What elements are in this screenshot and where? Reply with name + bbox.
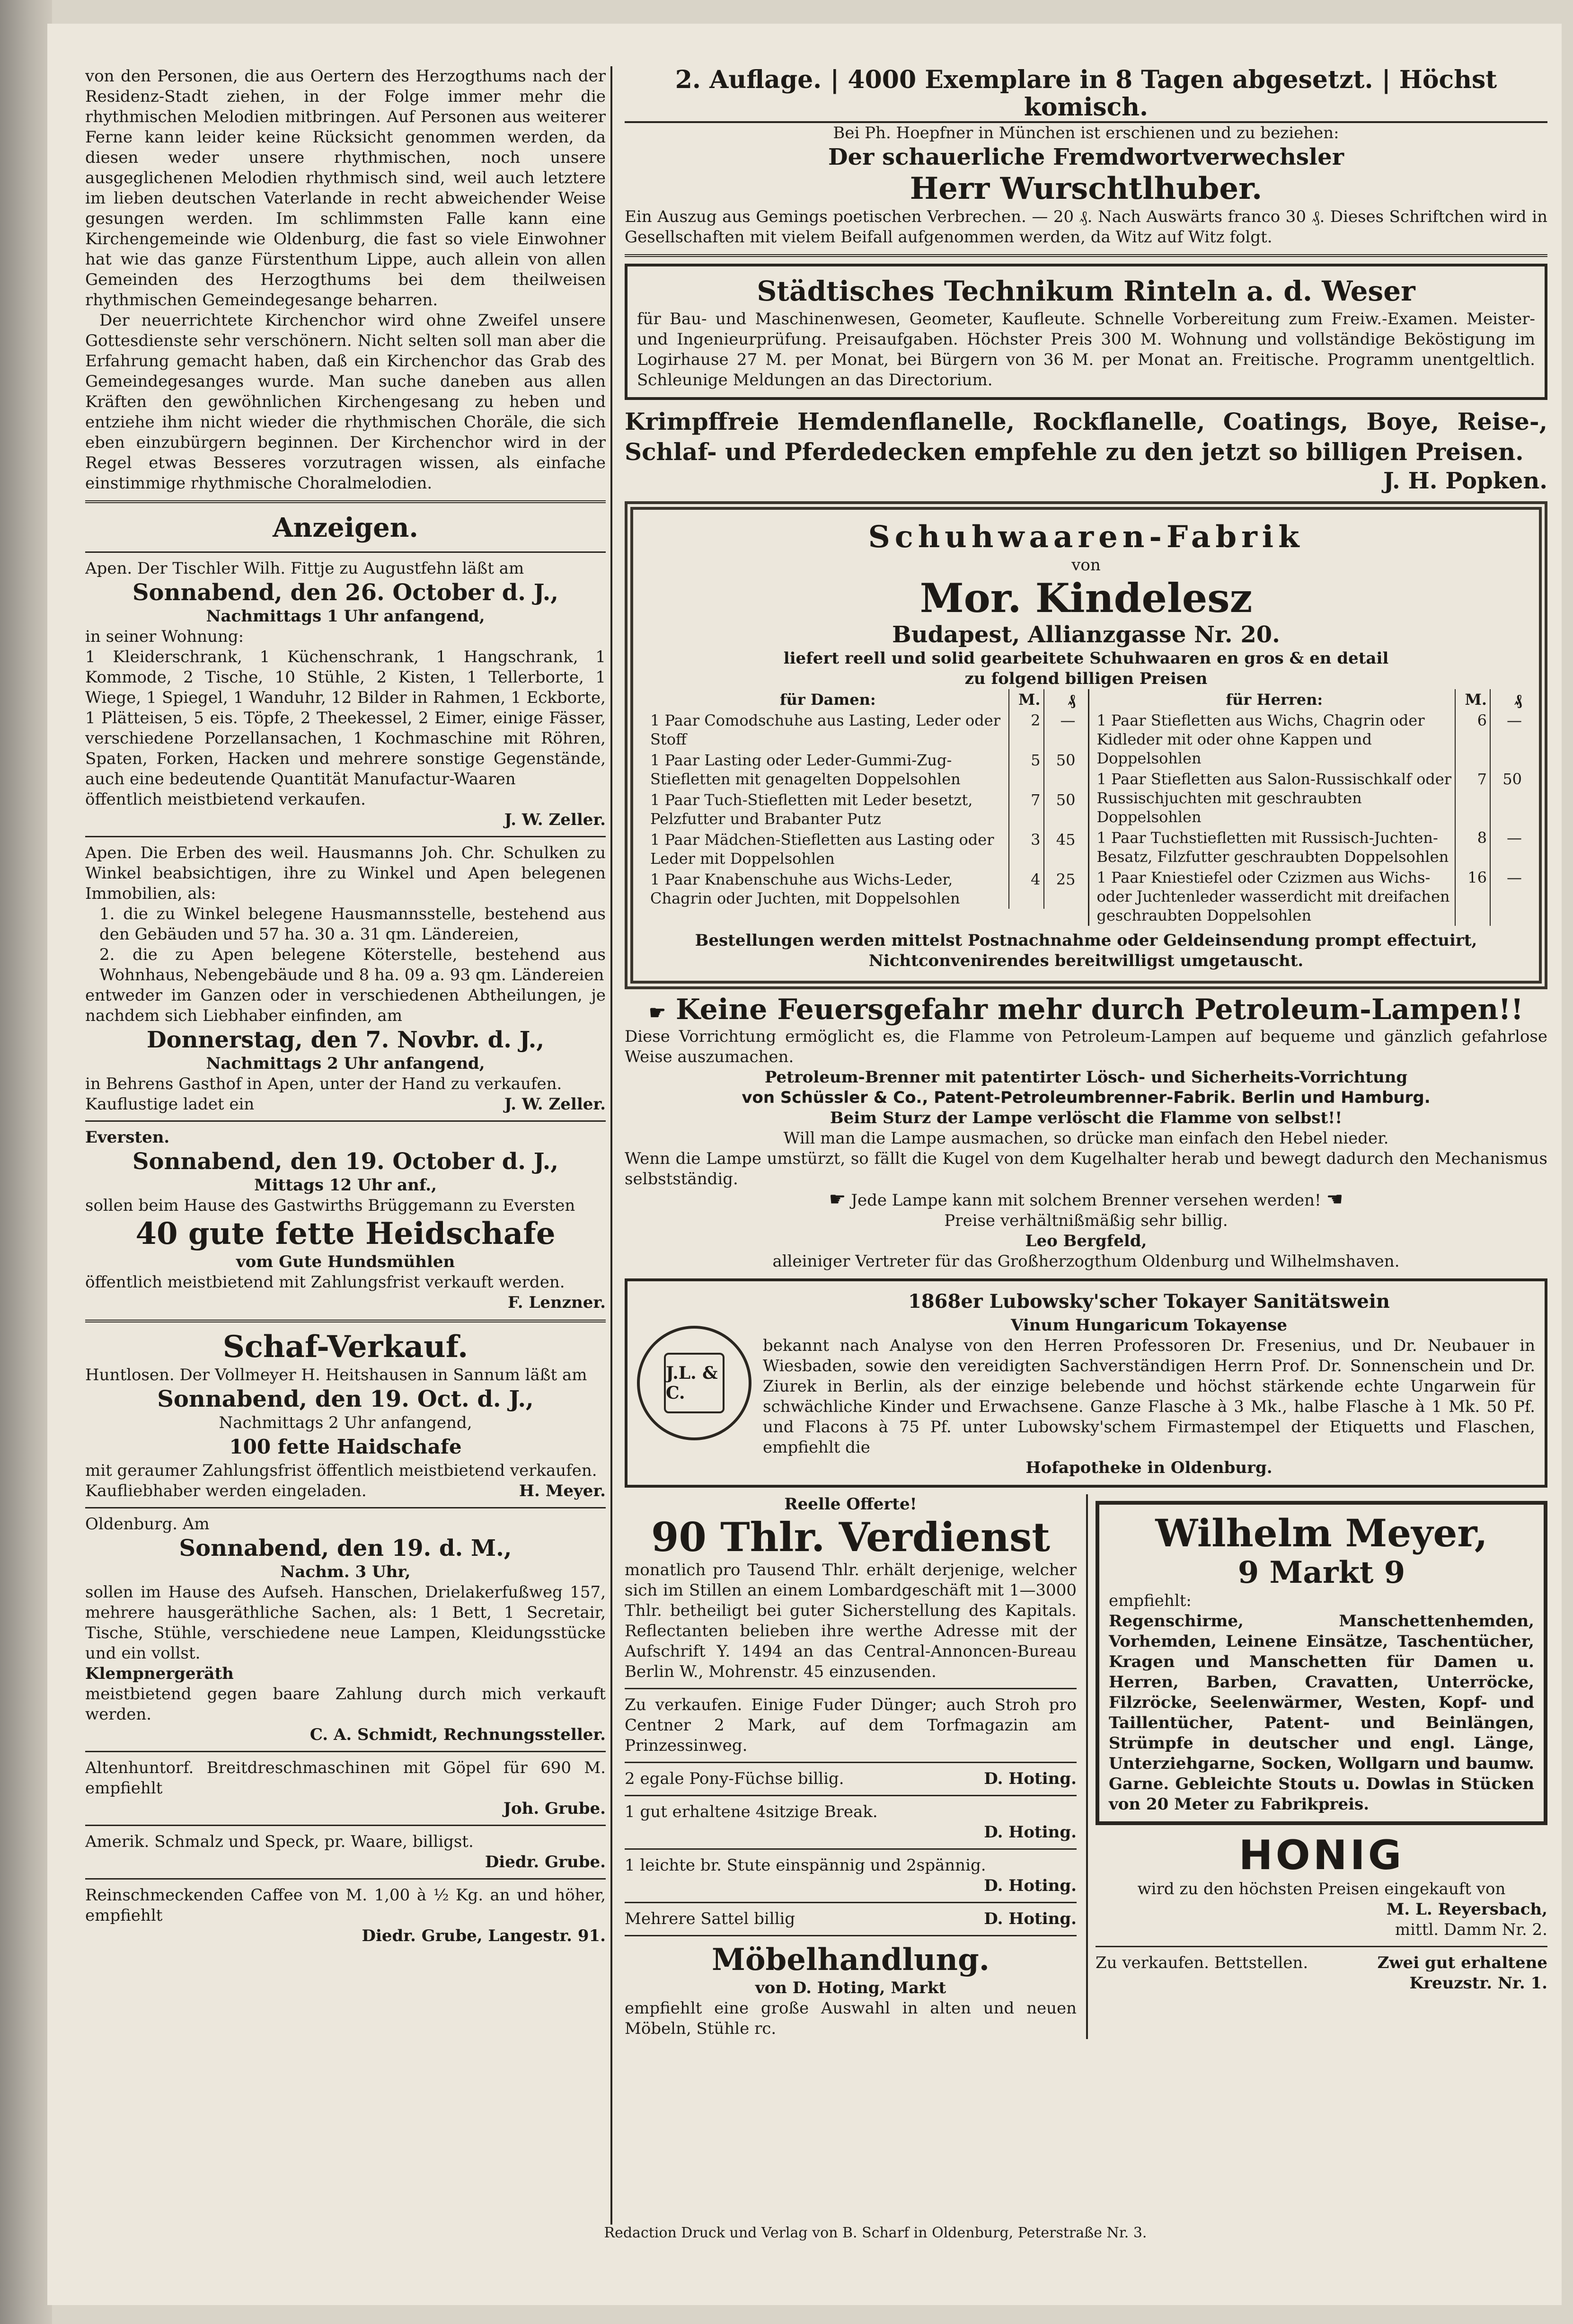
divider (625, 254, 1547, 257)
ad-item: 2. die zu Apen belegene Köterstelle, bestehend aus Wohnhaus, Nebengebäude und 8 ha. 09 a. 93 qm. Ländereien (99, 945, 606, 985)
ad-fittje (85, 559, 606, 830)
divider (85, 500, 606, 503)
ad-signature: C. A. Schmidt, Rechnungssteller. (309, 1725, 606, 1744)
ad-end: meistbietend gegen baare Zahlung durch mich verkauft werden. (85, 1685, 606, 1724)
ad-lead: Eversten. (85, 1128, 170, 1147)
price-cell-m: 5 (1009, 750, 1044, 789)
ad-signature: F. Lenzner. (508, 1293, 606, 1312)
price-cell-m: 7 (1009, 789, 1044, 829)
ad-lead: Apen. Die Erben des weil. Hausmanns Joh. Chr. Schulken zu Winkel beabsichtigen, ihre zu Winkel und Apen belegenen Immobilien, als: (85, 843, 606, 903)
wine-seal-icon (637, 1326, 751, 1440)
ad-body: entweder im Ganzen oder in verschiedenen Abtheilungen, je nachdem sich Liebhaber einfinden, am (85, 986, 606, 1025)
petroleum-claim: Beim Sturz der Lampe verlöscht die Flamme von selbst!! (830, 1109, 1343, 1127)
price-cell-s: 50 (1044, 750, 1078, 789)
ad-technikum (625, 264, 1547, 400)
ad-sattel: Mehrere Sattel billig (625, 1909, 795, 1928)
ad-body: 1 Kleiderschrank, 1 Küchenschrank, 1 Hangschrank, 1 Kommode, 2 Tische, 10 Stühle, 2 Kisten, 1 Tellerborte, 1 Wiege, 1 Spiegel, 1 Wanduhr, 12 Bilder in Rahmen, 1 Eckborte, 1 Plätteisen, 5 eis. Töpfe, 2 Theekessel, 2 Eimer, einige Fässer, verschiedene Porzellansachen, 1 Kochmaschine mit Röhren, Spaten, Forken, Hacken und mehrere sonstige Gegenstände, auch eine bedeutende Quantität Manufactur-Waaren (85, 648, 606, 789)
price-cell-item: 1 Paar Stiefletten aus Wichs, Chagrin oder Kidleder mit oder ohne Kappen und Doppelsohlen (1096, 711, 1425, 767)
right-column (615, 66, 1557, 2225)
ad-signature: Diedr. Grube, Langestr. 91. (362, 1926, 606, 1945)
divider (1096, 1946, 1547, 1947)
petroleum-body-2: Will man die Lampe ausmachen, so drücke man einfach den Hebel nieder. (783, 1129, 1389, 1148)
left-column (85, 66, 606, 2220)
ad-lead: Huntlosen. Der Vollmeyer H. Heitshausen in Sannum läßt am (85, 1366, 587, 1384)
price-cell-item: 1 Paar Tuchstiefletten mit Russisch-Juchten-Besatz, Filzfutter geschraubten Doppelsohlen (1096, 829, 1449, 866)
ad-sub: vom Gute Hundsmühlen (236, 1252, 455, 1271)
offer-body: monatlich pro Tausend Thlr. erhält derjenige, welcher sich im Stillen an einem Lombardgeschäft mit 1—3000 Thlr. betheiligt bei guter Sicherstellung des Kapitals. Reflectanten belieben ihre werthe Adresse mit der Aufschrift Y. 1494 an das Central-Annoncen-Bureau Berlin W., Mohrenstr. 45 einzusenden. (625, 1561, 1077, 1681)
shoe-price-tables (647, 689, 1525, 926)
pointing-hand-icon: ☛ (649, 1002, 666, 1024)
ad-caffee: Reinschmeckenden Caffee von M. 1,00 à ½ Kg. an und höher, empfiehlt (85, 1886, 606, 1925)
ad-shoe-factory (625, 501, 1547, 989)
table-header: für Damen: (779, 691, 876, 709)
ad-signature: J. W. Zeller. (504, 1095, 606, 1114)
shoe-line1: liefert reell und solid gearbeitete Schuhwaaren en gros & en detail (783, 649, 1389, 668)
shoe-line2: zu folgend billigen Preisen (964, 669, 1208, 688)
offer-big: 90 Thlr. Verdienst (651, 1514, 1051, 1561)
col-s: ₰ (1044, 689, 1078, 710)
price-cell-s: 25 (1044, 869, 1078, 909)
ad-lead: Apen. Der Tischler Wilh. Fittje zu Augustfehn läßt am (85, 559, 524, 578)
price-cell-item: 1 Paar Mädchen-Stiefletten aus Lasting oder Leder mit Doppelsohlen (650, 831, 994, 868)
ad-signature: D. Hoting. (984, 1823, 1077, 1842)
shoe-von: von (1071, 556, 1101, 575)
honig-signature: M. L. Reyersbach, (1386, 1900, 1547, 1919)
ad-time: Nachmittags 2 Uhr anfangend, (206, 1054, 485, 1073)
price-row (647, 710, 1078, 750)
ad-date: Donnerstag, den 7. Novbr. d. J., (146, 1027, 545, 1053)
meyer-body: Regenschirme, Manschettenhemden, Vorhemden, Leinene Einsätze, Taschentücher, Kragen und Manschetten für Damen u. Herren, Barben, Cravatten, Unterröcke, Filzröcke, Seelenwärmer, Westen, Kopf- und Taillentücher, Patent- und Beinlängen, Strümpfe in deutscher und engl. Länge, Unterziehgarne, Socken, Wollgarn und baumw. Garne. Gebleichte Stouts u. Dowlas in Stücken von 20 Meter zu Fabrikpreis. (1109, 1612, 1534, 1814)
section-heading: Anzeigen. (273, 512, 418, 543)
tokay-title: 1868er Lubowsky'scher Tokayer Sanitätswein (908, 1290, 1390, 1313)
ad-stute: 1 leichte br. Stute einspännig und 2spännig. (625, 1856, 986, 1875)
col-s: ₰ (1490, 689, 1525, 710)
divider (85, 551, 606, 553)
article-text-2: Der neuerrichtete Kirchenchor wird ohne Zweifel unsere Gottesdienste sehr verschönern. Nicht selten soll man aber die Erfahrung gemacht haben, daß ein Kirchenchor das Grab des Gemeindegesanges wurde. Man suche daneben aus allen Kräften den gewöhnlichen Kirchengesang zu heben und entziehe ihm nicht wieder die rhythmischen Choräle, die sich eben einzubürgern beginnen. Der Kirchenchor wird in der Regel etwas Besseres vorzutragen wissen, als einfache einstimmige rhythmische Choralmelodien. (85, 311, 606, 493)
price-cell-item: 1 Paar Comodschuhe aus Lasting, Leder oder Stoff (650, 711, 1000, 748)
divider (625, 1688, 1077, 1689)
shoe-footer: Bestellungen werden mittelst Postnachnahme oder Geldeinsendung prompt effectuirt, Nichtconvenirendes bereitwilligst umgetauscht. (695, 931, 1477, 970)
meyer-lead: empfiehlt: (1109, 1591, 1192, 1610)
ad-pony: 2 egale Pony-Füchse billig. (625, 1769, 844, 1788)
imprint-footer: Redaction Druck und Verlag von B. Scharf in Oldenburg, Peterstraße Nr. 3. (604, 2225, 1147, 2241)
price-cell-item: 1 Paar Lasting oder Leder-Gummi-Zug-Stiefletten mit genagelten Doppelsohlen (650, 751, 961, 788)
shoe-table-herren (1094, 689, 1525, 926)
price-row (1094, 710, 1525, 769)
honig-title: HONIG (1238, 1832, 1405, 1879)
divider (85, 1878, 606, 1880)
ad-signature: Joh. Grube. (503, 1799, 606, 1818)
ad-place: in Behrens Gasthof in Apen, unter der Hand zu verkaufen. (85, 1074, 562, 1093)
price-row (1094, 827, 1525, 867)
petroleum-title: Keine Feuersgefahr mehr durch Petroleum-Lampen!! (675, 993, 1523, 1026)
popken-text: Krimpffreie Hemdenflanelle, Rockflanelle, Coatings, Boye, Reise-, Schlaf- und Pferdedecken empfehle zu den jetzt so billigen Preisen. (625, 408, 1547, 466)
tokay-sub: Vinum Hungaricum Tokayense (1011, 1316, 1287, 1335)
pointing-hand-icon: ☛ (829, 1189, 846, 1210)
price-cell-item: 1 Paar Stiefletten aus Salon-Russischkalf oder Russischjuchten mit geschraubten Doppelsohlen (1096, 770, 1452, 826)
price-cell-m: 8 (1455, 827, 1490, 867)
ad-end: öffentlich meistbietend verkaufen. (85, 790, 366, 809)
ad-date: Sonnabend, den 19. Oct. d. J., (157, 1386, 534, 1412)
price-row (647, 869, 1078, 909)
price-cell-s: — (1490, 827, 1525, 867)
ad-bett-left: Zu verkaufen. Bettstellen. (1096, 1953, 1308, 1972)
ad-date: Sonnabend, den 19. d. M., (179, 1535, 512, 1561)
tech-body: für Bau- und Maschinenwesen, Geometer, Kaufleute. Schnelle Vorbereitung zum Freiw.-Examen. Meister- und Ingenieurprüfung. Preisaufgaben. Höchster Preis 300 M. Wohnung und vollständige Beköstigung im Logirhause 27 M. per Monat, bei Bürgern von 36 M. per Monat an. Freitische. Programm unentgeltlich. Schleunige Meldungen an das Directorium. (637, 310, 1535, 390)
price-cell-s: — (1490, 867, 1525, 926)
ad-body: mit geraumer Zahlungsfrist öffentlich meistbietend verkaufen. (85, 1461, 597, 1480)
page-binding (0, 0, 52, 2324)
price-cell-item: 1 Paar Tuch-Stiefletten mit Leder besetzt, Pelzfutter und Brabanter Putz (650, 791, 973, 828)
divider (85, 1507, 606, 1508)
ad-end: öffentlich meistbietend mit Zahlungsfrist verkauft werden. (85, 1273, 565, 1292)
ad-petroleum (625, 993, 1547, 1272)
price-row (647, 750, 1078, 789)
moebel-body: empfiehlt eine große Auswahl in alten und neuen Möbeln, Stühle rc. (625, 1999, 1077, 2038)
petroleum-head: Petroleum-Brenner mit patentirter Lösch- und Sicherheits-Vorrichtung (764, 1068, 1408, 1087)
seal-center: J.L. & C. (664, 1353, 725, 1413)
ad-schafverkauf (85, 1329, 606, 1501)
petroleum-agent: Leo Bergfeld, (1025, 1232, 1147, 1251)
price-row (1094, 867, 1525, 926)
divider (625, 1902, 1077, 1903)
col-m: M. (1009, 689, 1044, 710)
divider (625, 1762, 1077, 1763)
ad-time: Nachmittags 1 Uhr anfangend, (206, 607, 485, 626)
ad-invite: Kaufliebhaber werden eingeladen. (85, 1481, 367, 1500)
ad-breitdresch: Altenhuntorf. Breitdreschmaschinen mit Göpel für 690 M. empfiehlt (85, 1758, 606, 1798)
petroleum-price: Preise verhältnißmäßig sehr billig. (944, 1211, 1228, 1230)
shoe-city: Budapest, Allianzgasse Nr. 20. (892, 621, 1280, 648)
divider (625, 1935, 1077, 1936)
banner-auflage: 2. Auflage. | 4000 Exemplare in 8 Tagen abgesetzt. | Höchst komisch. (625, 66, 1547, 123)
ad-body: sollen im Hause des Aufseh. Hanschen, Drielakerfußweg 157, mehrere hausgeräthliche Sachen, als: 1 Bett, 1 Secretair, Tische, Stühle, verschiedene neue Lampen, Kleidungsstücke und ein vollst. (85, 1583, 606, 1663)
ad-eversten (85, 1127, 606, 1313)
ad-headline: 100 fette Haidschafe (229, 1435, 462, 1458)
price-cell-m: 6 (1455, 710, 1490, 769)
pub-title: Der schauerliche Fremdwortverwechsler (828, 144, 1344, 170)
col-m: M. (1455, 689, 1490, 710)
column-rule (610, 66, 612, 2225)
bottom-columns (625, 1494, 1547, 2039)
price-cell-m: 3 (1009, 829, 1044, 869)
price-cell-item: 1 Paar Kniestiefel oder Czizmen aus Wichs- oder Juchtenleder wasserdicht mit dreifachen geschraubten Doppelsohlen (1096, 869, 1450, 924)
offer-head: Reelle Offerte! (784, 1495, 917, 1514)
ad-schmalz: Amerik. Schmalz und Speck, pr. Waare, billigst. (85, 1832, 474, 1851)
shoe-title: Schuhwaaren-Fabrik (868, 519, 1304, 555)
divider (85, 1751, 606, 1752)
divider (85, 1120, 606, 1122)
price-cell-s: 50 (1490, 769, 1525, 827)
ad-schulken (85, 843, 606, 1115)
ad-hanschen (85, 1514, 606, 1745)
ad-break: 1 gut erhaltene 4sitzige Break. (625, 1802, 878, 1821)
ad-lead: Oldenburg. Am (85, 1515, 210, 1534)
pub-title-2: Herr Wurschtlhuber. (910, 171, 1263, 206)
pub-line: Bei Ph. Hoepfner in München ist erschienen und zu beziehen: (833, 124, 1339, 142)
price-cell-m: 2 (1009, 710, 1044, 750)
honig-body: wird zu den höchsten Preisen eingekauft von (1137, 1880, 1506, 1898)
popken-signature: J. H. Popken. (1383, 468, 1547, 494)
ad-item: 1. die zu Winkel belegene Hausmannsstelle, bestehend aus den Gebäuden und 57 ha. 30 a. 31 qm. Ländereien, (99, 905, 606, 944)
divider (625, 1795, 1077, 1796)
divider (85, 1825, 606, 1826)
ad-bett-right: Zwei gut erhaltene Kreuzstr. Nr. 1. (1377, 1953, 1547, 1993)
ad-place: in seiner Wohnung: (85, 627, 244, 646)
ad-tokay (625, 1278, 1547, 1488)
ad-signature: D. Hoting. (984, 1769, 1077, 1788)
price-row (1094, 769, 1525, 827)
petroleum-maker: von Schüssler & Co., Patent-Petroleumbrenner-Fabrik. Berlin und Hamburg. (742, 1088, 1431, 1107)
ad-popken (625, 407, 1547, 495)
ad-honig (1096, 1832, 1547, 1940)
ad-body: sollen beim Hause des Gastwirths Brüggemann zu Eversten (85, 1196, 575, 1215)
petroleum-body-3: Wenn die Lampe umstürzt, so fällt die Kugel von dem Kugelhalter herab und bewegt dadurch den Mechanismus selbstständig. (625, 1149, 1547, 1189)
shoe-table-damen (647, 689, 1078, 909)
ad-signature: D. Hoting. (984, 1909, 1077, 1928)
tokay-shop: Hofapotheke in Oldenburg. (1025, 1458, 1273, 1477)
tech-title: Städtisches Technikum Rinteln a. d. Weser (757, 275, 1415, 307)
ad-signature: H. Meyer. (519, 1481, 606, 1500)
ad-date: Sonnabend, den 26. October d. J., (132, 579, 559, 606)
ad-time: Nachmittags 2 Uhr anfangend, (219, 1413, 472, 1432)
price-row (647, 789, 1078, 829)
ad-invite: Kauflustige ladet ein (85, 1095, 255, 1114)
ad-duenger: Zu verkaufen. Einige Fuder Dünger; auch Stroh pro Centner 2 Mark, auf dem Torfmagazin am Prinzessinweg. (625, 1695, 1077, 1755)
price-cell-m: 16 (1455, 867, 1490, 926)
meyer-addr: 9 Markt 9 (1237, 1555, 1405, 1590)
price-cell-s: — (1044, 710, 1078, 750)
price-cell-s: 50 (1044, 789, 1078, 829)
ad-title: Schaf-Verkauf. (222, 1329, 468, 1365)
table-header: für Herren: (1226, 691, 1323, 709)
price-cell-item: 1 Paar Knabenschuhe aus Wichs-Leder, Chagrin oder Juchten, mit Doppelsohlen (650, 870, 960, 907)
petroleum-body-4: Jede Lampe kann mit solchem Brenner versehen werden! (851, 1191, 1321, 1210)
divider (625, 1848, 1077, 1850)
shoe-name: Mor. Kindelesz (919, 575, 1253, 621)
petroleum-agent-desc: alleiniger Vertreter für das Großherzogthum Oldenburg und Wilhelmshaven. (772, 1252, 1400, 1271)
price-cell-s: — (1490, 710, 1525, 769)
ad-signature: Diedr. Grube. (485, 1853, 606, 1872)
divider (85, 836, 606, 837)
ad-wilhelm-meyer (1096, 1501, 1547, 1825)
ad-headline: 40 gute fette Heidschafe (135, 1216, 556, 1251)
pointing-hand-icon: ☚ (1326, 1189, 1343, 1210)
pub-body: Ein Auszug aus Gemings poetischen Verbrechen. — 20 ₰. Nach Auswärts franco 30 ₰. Dieses Schriftchen wird in Gesellschaften mit vielem Beifall aufgenommen werden, da Witz auf Witz folgt. (625, 207, 1547, 247)
ad-time: Mittags 12 Uhr anf., (254, 1176, 437, 1195)
ad-headline: Klempnergeräth (85, 1664, 234, 1683)
moebel-from: von D. Hoting, Markt (755, 1978, 946, 1997)
tokay-body: bekannt nach Analyse von den Herren Professoren Dr. Fresenius, und Dr. Neubauer in Wiesbaden, sowie den vereidigten Sachverständigen Herrn Prof. Dr. Sonnenschein und Dr. Ziurek in Berlin, als der einzige belebende und höchst stärkende echte Ungarwein für schwächliche Kinder und Erwachsene. Ganze Flasche à 3 Mk., halbe Flasche à 1 Mk. 50 Pf. und Flacons à 75 Pf. unter Lubowsky'schem Firmastempel der Etiquetts und Flaschen, empfiehlt die (763, 1336, 1535, 1457)
moebel-title: Möbelhandlung. (712, 1942, 990, 1978)
price-cell-m: 4 (1009, 869, 1044, 909)
ad-time: Nachm. 3 Uhr, (280, 1562, 411, 1581)
price-cell-m: 7 (1455, 769, 1490, 827)
honig-addr: mittl. Damm Nr. 2. (1395, 1920, 1547, 1939)
ad-date: Sonnabend, den 19. October d. J., (132, 1148, 559, 1175)
ad-signature: D. Hoting. (984, 1876, 1077, 1895)
ad-signature: J. W. Zeller. (504, 810, 606, 829)
meyer-name: Wilhelm Meyer, (1155, 1511, 1488, 1555)
price-cell-s: 45 (1044, 829, 1078, 869)
price-row (647, 829, 1078, 869)
petroleum-body: Diese Vorrichtung ermöglicht es, die Flamme von Petroleum-Lampen auf bequeme und gänzlich gefahrlose Weise auszumachen. (625, 1027, 1547, 1066)
article-text: von den Personen, die aus Oertern des Herzogthums nach der Residenz-Stadt ziehen, in der Folge immer mehr die rhythmischen Melodien mitbringen. Auf Personen aus weiterer Ferne kann leider keine Rücksicht genommen werden, da diesen weder unsere rhythmischen, noch unsere ausgeglichenen Melodien rhythmisch sind, weil auch letztere im lieben deutschen Vaterlande in recht abweichender Weise gesungen werden. Im schlimmsten Falle kann eine Kirchengemeinde wie Oldenburg, die fast so viele Einwohner hat wie das ganze Fürstenthum Lippe, auch allein von allen Gemeinden des Herzogthums bei dem theilweisen rhythmischen Gemeindegesange beharren. (85, 67, 606, 310)
divider (85, 1320, 606, 1322)
